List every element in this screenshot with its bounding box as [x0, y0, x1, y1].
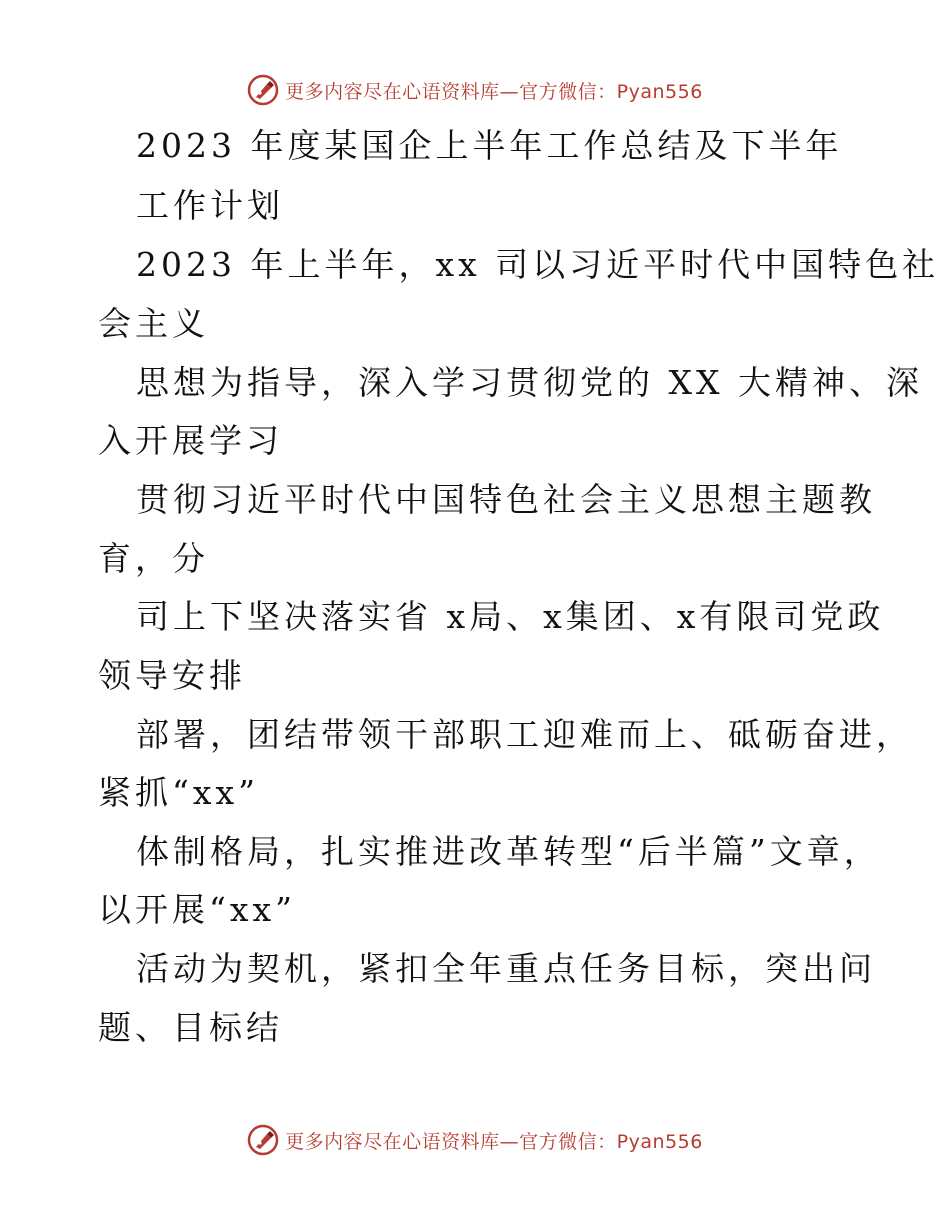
- paragraph-line: 会主义: [98, 304, 209, 343]
- header-banner-text: 更多内容尽在心语资料库—官方微信：Pyan556: [285, 80, 703, 103]
- paragraph-line: 司上下坚决落实省 x局、x集团、x有限司党政: [136, 597, 885, 636]
- paragraph-line: 入开展学习: [98, 421, 283, 460]
- paragraph-line: 体制格局，扎实推进改革转型“后半篇”文章，: [136, 832, 881, 871]
- paragraph-line: 贯彻习近平时代中国特色社会主义思想主题教: [136, 480, 876, 519]
- paragraph-line: 思想为指导，深入学习贯彻党的 XX 大精神、深: [136, 363, 923, 402]
- paragraph-line: 领导安排: [98, 656, 246, 695]
- paragraph-line: 以开展“xx”: [98, 890, 296, 929]
- footer-banner-text: 更多内容尽在心语资料库—官方微信：Pyan556: [285, 1130, 703, 1153]
- pen-nib-logo-icon: [247, 1124, 279, 1156]
- paragraph-line: 题、目标结: [98, 1008, 283, 1047]
- paragraph-line: 2023 年上半年，xx 司以习近平时代中国特色社: [136, 245, 940, 284]
- doc-title-line-1: 2023 年度某国企上半年工作总结及下半年: [136, 126, 843, 165]
- paragraph-line: 紧抓“xx”: [98, 773, 259, 812]
- footer-banner: [0, 1120, 950, 1160]
- doc-title-line-2: 工作计划: [136, 186, 284, 225]
- paragraph-line: 活动为契机，紧扣全年重点任务目标，突出问: [136, 949, 876, 988]
- paragraph-line: 育，分: [98, 539, 209, 578]
- paragraph-line: 部署，团结带领干部职工迎难而上、砥砺奋进，: [136, 715, 913, 754]
